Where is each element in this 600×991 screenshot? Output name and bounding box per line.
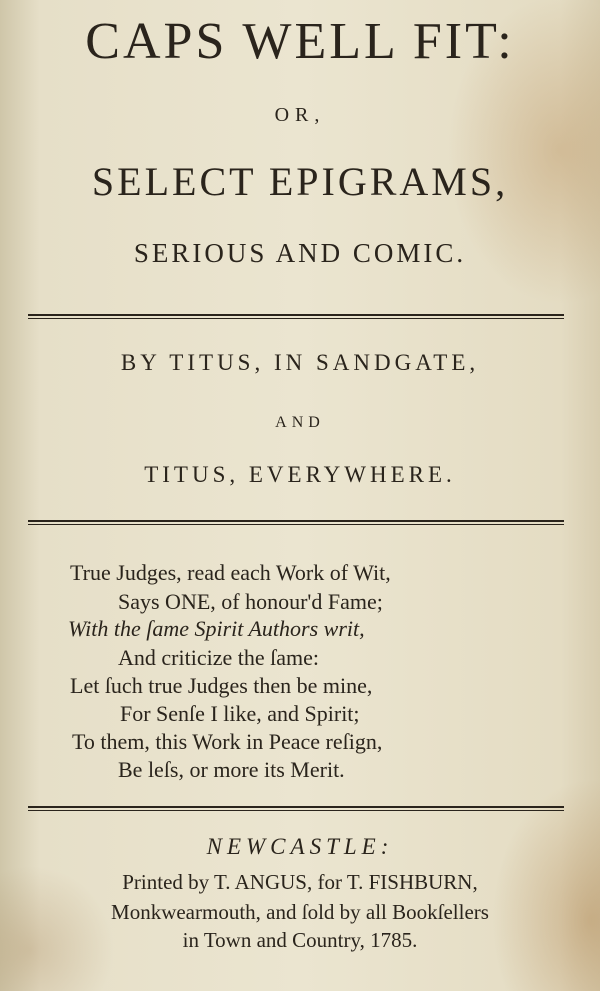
imprint-line: Printed by T. ANGUS, for T. FISHBURN,	[122, 870, 478, 894]
author-line-2: TITUS, EVERYWHERE.	[144, 462, 456, 487]
divider-rule	[28, 314, 564, 319]
divider-rule	[28, 806, 564, 811]
author-line-1: BY TITUS, IN SANDGATE,	[120, 350, 480, 375]
imprint-line: Monkwearmouth, and ſold by all Bookſellers	[111, 900, 489, 924]
verse-line: For Senſe I like, and Spirit;	[120, 701, 360, 726]
verse-line: Says ONE, of honour'd Fame;	[118, 589, 383, 614]
verse-line: Be leſs, or more its Merit.	[118, 757, 345, 782]
verse-line: Let ſuch true Judges then be mine,	[70, 673, 373, 698]
book-subtitle-2: SERIOUS AND COMIC.	[133, 238, 467, 268]
imprint-line: in Town and Country, 1785.	[182, 928, 418, 952]
verse-line: True Judges, read each Work of Wit,	[70, 560, 391, 585]
divider-rule	[28, 520, 564, 525]
imprint-place: NEWCASTLE:	[206, 834, 394, 859]
verse-line: To them, this Work in Peace reſign,	[72, 729, 383, 754]
or-line: OR,	[274, 104, 326, 126]
book-subtitle: SELECT EPIGRAMS,	[91, 159, 509, 204]
and-line: AND	[275, 414, 325, 431]
verse-line: And criticize the ſame:	[118, 645, 319, 670]
book-title: CAPS WELL FIT:	[85, 13, 515, 70]
verse-line: With the ſame Spirit Authors writ,	[68, 616, 365, 641]
